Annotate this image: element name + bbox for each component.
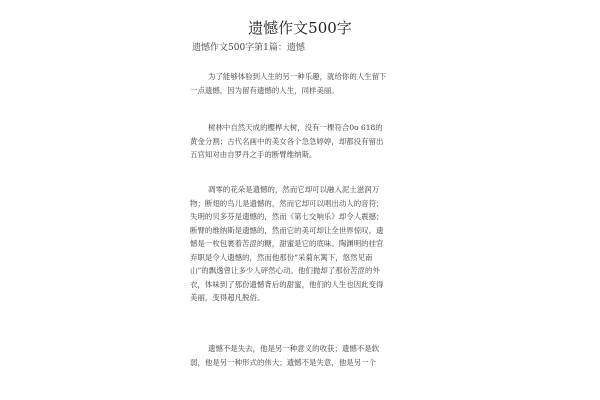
article-subtitle: 遗憾作文500字第1篇：遗憾 bbox=[192, 43, 305, 53]
page-title: 遗憾作文500字 bbox=[248, 19, 352, 37]
paragraph: 树林中自然天成的樱桦大树，没有一棵符合0o 618的黄金分割；古代名画中的美女各个急急婷婷，却都没有留出五官知对由自罗丹之手的断臂维纳斯。 bbox=[190, 123, 384, 159]
paragraph: 遗憾不是失去，他是另一种意义的收获；遗憾不是软弱，他是另一种形式的伟大；遗憾不是失意，他是另一个 bbox=[190, 344, 380, 367]
paragraph: 凋零的花朵是遗憾的，然而它却可以融入泥土滋润万物；断翅的鸟儿是遗憾的，然而它却可以唱出动人的音符；失明的贝多芬是遗憾的，然而《第七交响乐》却令人震撼；断臂的维纳斯是遗憾的，然而它的美可却让全世界惊叹。遗憾是一枚包裹着苦涩的糖，甜蜜是它的底味。陶渊明的挂官弃职是令人遗憾的，然而他那份“采菊东篱下，悠然见南山”的飘逸曾让多少人砰然心动。他们抛却了那份苦涩的外衣，体味到了那份遗憾背后的甜蜜，他们的人生也因此变得美丽，变得超凡脱俗。 bbox=[190, 185, 384, 302]
paragraph: 为了能够体验到人生的另一种乐趣，就给你的人生留下一点遗憾，因为留有遗憾的人生，同样美丽。 bbox=[190, 72, 387, 95]
